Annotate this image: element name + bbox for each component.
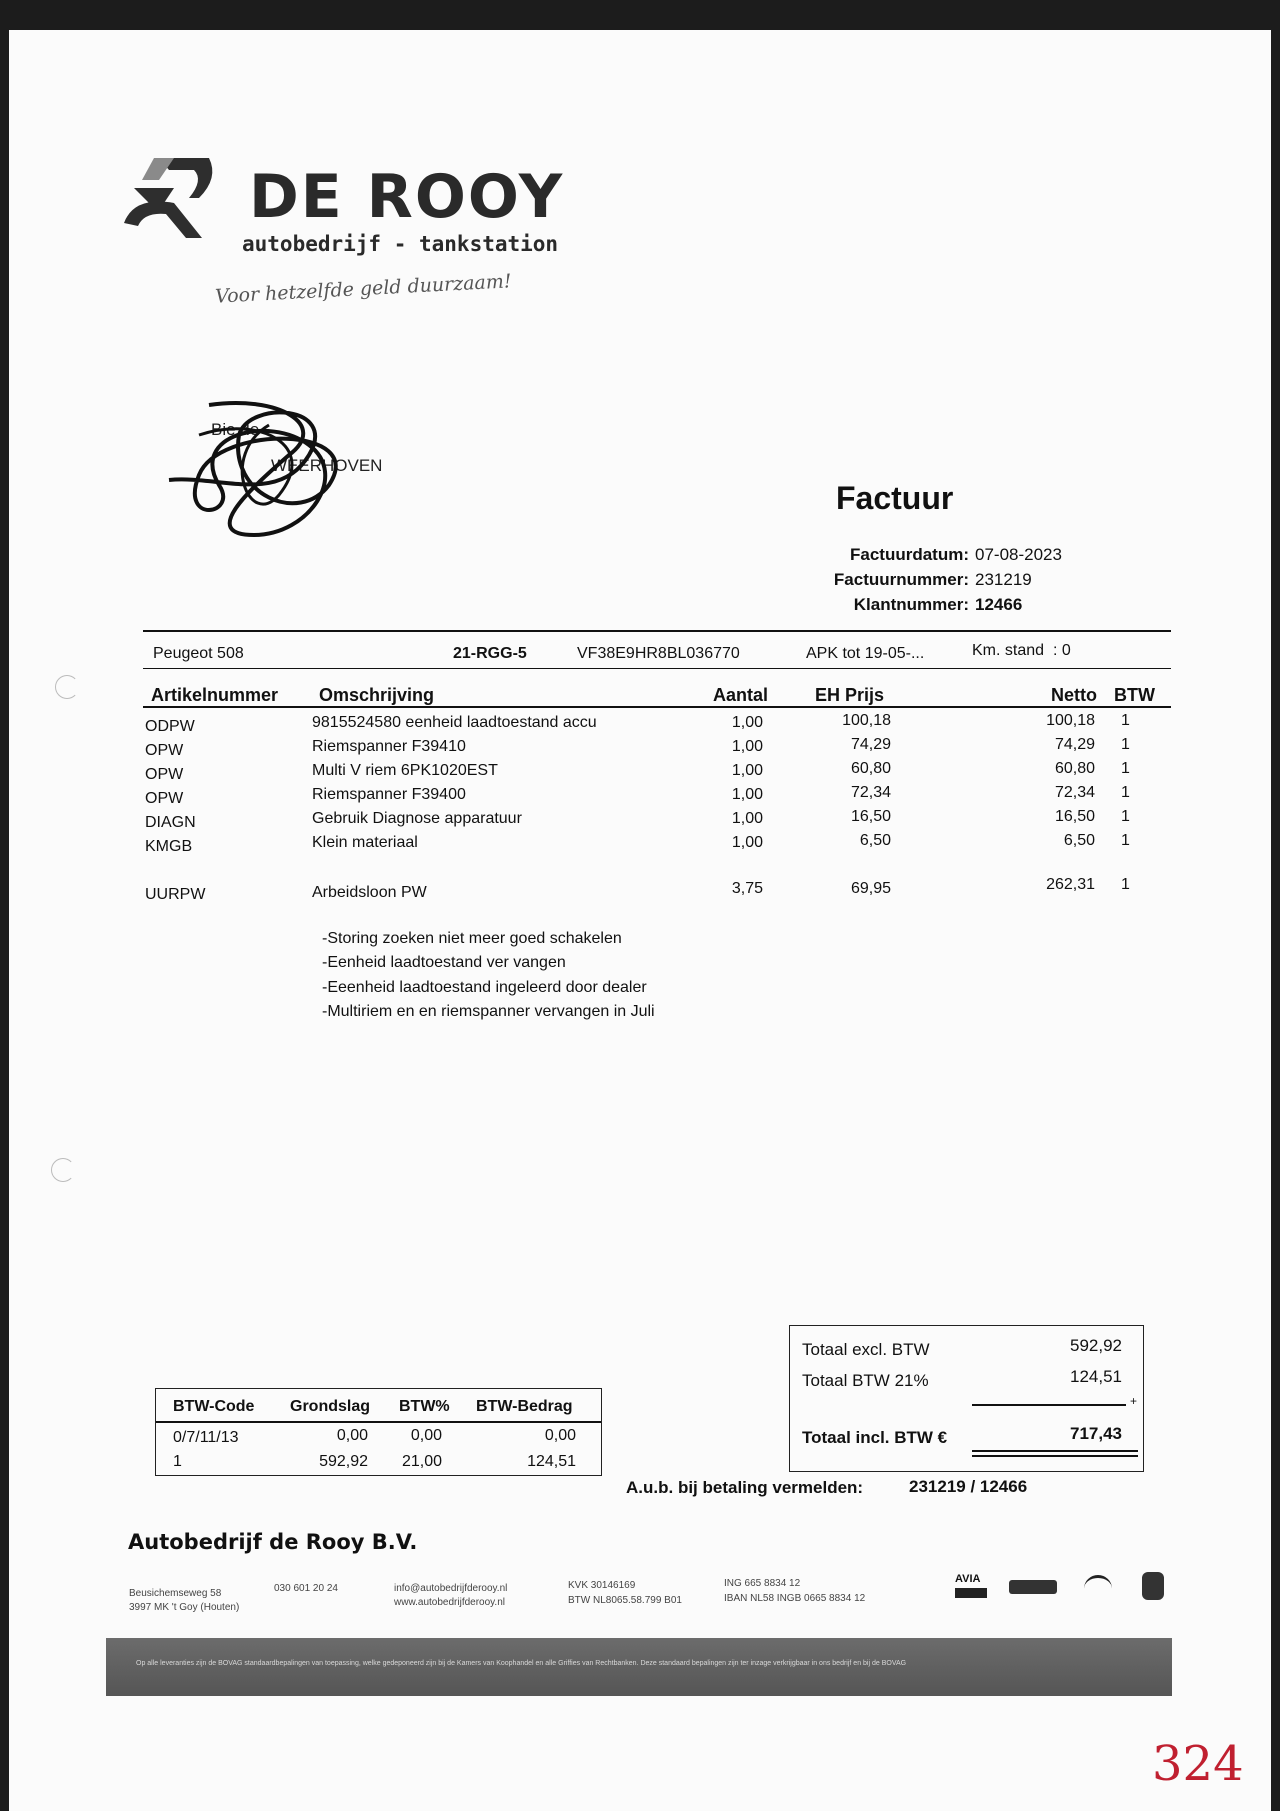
vat-row-code: 0/7/11/13 — [173, 1429, 239, 1446]
vat-col-amount: BTW-Bedrag — [476, 1398, 573, 1415]
payment-reference: 231219 / 12466 — [909, 1477, 1028, 1496]
line-net: 100,18 — [1046, 712, 1095, 729]
invoice-meta — [805, 542, 1062, 617]
footer-iban: IBAN NL58 INGB 0665 8834 12 — [724, 1593, 866, 1604]
vat-col-base: Grondslag — [290, 1398, 371, 1415]
total-excl-value: 592,92 — [1070, 1336, 1122, 1355]
line-net: 6,50 — [1063, 832, 1095, 849]
line-vat: 1 — [1121, 832, 1130, 849]
date-label: Factuurdatum: — [850, 545, 969, 564]
tire-logo-icon — [1142, 1572, 1164, 1600]
line-net: 60,80 — [1054, 760, 1095, 777]
terms-footer-bar — [106, 1638, 1172, 1696]
line-desc: Multi V riem 6PK1020EST — [312, 762, 498, 779]
line-code: KMGB — [145, 838, 193, 855]
line-price: 16,50 — [850, 808, 891, 825]
company-logo-name: DE ROOY — [249, 162, 565, 232]
footer-btw: BTW NL8065.58.799 B01 — [568, 1595, 682, 1606]
col-net: Netto — [1051, 685, 1097, 705]
line-code: OPW — [145, 766, 184, 783]
vat-row-base: 0,00 — [336, 1427, 368, 1444]
vat-row-amount: 0,00 — [544, 1427, 576, 1444]
footer-ing: ING 665 8834 12 — [724, 1578, 801, 1589]
total-vat-value: 124,51 — [1070, 1367, 1122, 1386]
invoice-number: 231219 — [975, 570, 1032, 589]
work-note: -Eeenheid laadtoestand ingeleerd door dealer — [322, 979, 647, 996]
line-vat: 1 — [1121, 808, 1130, 825]
line-qty: 1,00 — [731, 786, 763, 803]
line-price: 60,80 — [850, 760, 891, 777]
bovag-logo-icon — [1084, 1575, 1112, 1602]
line-desc: Riemspanner F39400 — [312, 786, 466, 803]
divider — [156, 1421, 601, 1423]
labor-desc: Arbeidsloon PW — [312, 884, 427, 901]
line-net: 72,34 — [1054, 784, 1095, 801]
line-price: 100,18 — [842, 712, 891, 729]
line-desc: Riemspanner F39410 — [312, 738, 466, 755]
document-title: Factuur — [836, 480, 954, 516]
line-net: 16,50 — [1054, 808, 1095, 825]
redaction-scribble — [159, 395, 419, 545]
vehicle-plate: 21-RGG-5 — [453, 645, 527, 662]
line-qty: 1,00 — [731, 714, 763, 731]
divider — [143, 630, 1171, 632]
work-note: -Eenheid laadtoestand ver vangen — [322, 954, 566, 971]
line-code: OPW — [145, 742, 184, 759]
labor-qty: 3,75 — [731, 880, 763, 897]
km-label: Km. stand — [972, 642, 1045, 659]
vehicle-vin: VF38E9HR8BL036770 — [577, 645, 740, 662]
company-slogan: Voor hetzelfde geld duurzaam! — [214, 270, 512, 308]
col-description: Omschrijving — [319, 685, 435, 705]
divider — [972, 1455, 1138, 1457]
line-desc: Klein materiaal — [312, 834, 418, 851]
line-net: 74,29 — [1054, 736, 1095, 753]
line-code: OPW — [145, 790, 184, 807]
vehicle-apk: APK tot 19-05-... — [806, 645, 925, 662]
col-unit-price: EH Prijs — [815, 685, 885, 705]
line-qty: 1,00 — [731, 762, 763, 779]
total-incl-value: 717,43 — [1070, 1424, 1122, 1443]
line-desc: Gebruik Diagnose apparatuur — [312, 810, 522, 827]
number-label: Factuurnummer: — [833, 570, 969, 589]
col-vat: BTW — [1114, 685, 1155, 705]
vat-col-code: BTW-Code — [173, 1398, 255, 1415]
footer-street: Beusichemseweg 58 — [129, 1588, 222, 1599]
vat-row-amount: 124,51 — [527, 1453, 576, 1470]
vat-row-pct: 21,00 — [401, 1453, 442, 1470]
terms-text: Op alle leveranties zijn de BOVAG standaardbepalingen van toepassing, welke gedeponeerd zijn bij de Kamers van Koophandel en alle Griffies van Rechtbanken. Deze standaard bepalingen zijn ter inzage verkrijgbaar in ons bedrijf en bij de BOVAG — [136, 1660, 907, 1667]
km-value: : 0 — [1053, 642, 1071, 659]
work-note: -Storing zoeken niet meer goed schakelen — [322, 930, 622, 947]
footer-web: www.autobedrijfderooy.nl — [394, 1597, 505, 1608]
total-vat-label: Totaal BTW 21% — [802, 1371, 929, 1390]
work-note: -Multiriem en en riemspanner vervangen in Juli — [322, 1003, 655, 1020]
vat-col-pct: BTW% — [399, 1398, 450, 1415]
line-vat: 1 — [1121, 736, 1130, 753]
labor-vat: 1 — [1121, 876, 1130, 893]
line-qty: 1,00 — [731, 810, 763, 827]
labor-net: 262,31 — [1046, 876, 1095, 893]
line-desc: 9815524580 eenheid laadtoestand accu — [312, 714, 597, 731]
invoice-date: 07-08-2023 — [975, 545, 1062, 564]
line-price: 6,50 — [859, 832, 891, 849]
footer-email: info@autobedrijfderooy.nl — [394, 1583, 508, 1594]
line-price: 72,34 — [850, 784, 891, 801]
total-incl-label: Totaal incl. BTW € — [802, 1428, 948, 1447]
vat-row-pct: 0,00 — [410, 1427, 442, 1444]
line-code: ODPW — [145, 718, 195, 735]
line-vat: 1 — [1121, 784, 1130, 801]
divider — [972, 1404, 1126, 1406]
card-logo-icon — [1009, 1580, 1057, 1594]
address-line-1: Bie de — [211, 420, 260, 439]
divider — [143, 668, 1171, 669]
labor-code: UURPW — [145, 886, 206, 903]
payment-label: A.u.b. bij betaling vermelden: — [626, 1478, 864, 1497]
col-qty: Aantal — [713, 685, 769, 705]
punch-hole — [55, 675, 79, 699]
company-subtitle: autobedrijf - tankstation — [242, 232, 559, 256]
vat-breakdown-table — [155, 1388, 602, 1476]
footer-phone: 030 601 20 24 — [274, 1583, 338, 1594]
line-qty: 1,00 — [731, 738, 763, 755]
customer-number: 12466 — [975, 595, 1023, 614]
handwritten-page-number: 324 — [1152, 1736, 1244, 1792]
company-legal-name: Autobedrijf de Rooy B.V. — [128, 1530, 418, 1554]
customer-label: Klantnummer: — [853, 595, 969, 614]
invoice-page — [9, 30, 1271, 1811]
footer-city: 3997 MK 't Goy (Houten) — [129, 1602, 240, 1613]
labor-price: 69,95 — [850, 880, 891, 897]
line-vat: 1 — [1121, 760, 1130, 777]
punch-hole — [51, 1158, 75, 1182]
avia-logo: AVIA — [955, 1573, 981, 1585]
totals-box — [789, 1325, 1144, 1472]
address-line-2: WEERHOVEN — [271, 456, 383, 475]
avia-stripe-icon — [955, 1588, 987, 1598]
line-price: 74,29 — [850, 736, 891, 753]
vat-row-code: 1 — [173, 1453, 182, 1470]
line-vat: 1 — [1121, 712, 1130, 729]
footer-kvk: KVK 30146169 — [568, 1580, 636, 1591]
vat-row-base: 592,92 — [319, 1453, 368, 1470]
col-article: Artikelnummer — [151, 685, 279, 705]
total-excl-label: Totaal excl. BTW — [802, 1340, 930, 1359]
vehicle-model: Peugeot 508 — [153, 645, 244, 662]
de-rooy-logo-icon — [114, 148, 224, 258]
plus-sign: + — [1130, 1394, 1138, 1408]
divider — [972, 1450, 1138, 1452]
line-qty: 1,00 — [731, 834, 763, 851]
divider — [143, 706, 1171, 708]
line-code: DIAGN — [145, 814, 196, 831]
